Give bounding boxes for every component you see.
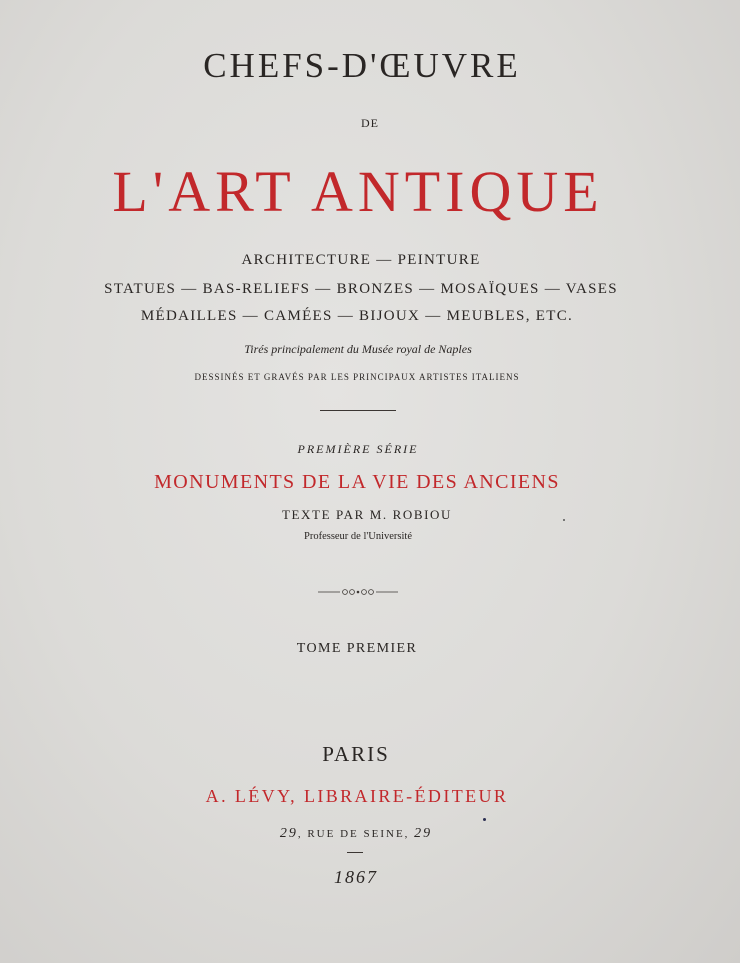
series-name: MONUMENTS DE LA VIE DES ANCIENS <box>154 471 560 493</box>
imprint-publisher: A. LÉVY, LIBRAIRE-ÉDITEUR <box>205 786 509 806</box>
subjects-line-3: MÉDAILLES — CAMÉES — BIJOUX — MEUBLES, ETC. <box>140 308 574 324</box>
author-line: TEXTE PAR M. ROBIOU <box>281 507 453 522</box>
author-title: Professeur de l'Université <box>303 531 413 542</box>
imprint-year: 1867 <box>334 867 378 887</box>
volume-label: TOME PREMIER <box>296 641 418 656</box>
address-number-2: 29 <box>414 826 433 841</box>
subjects-line-2: STATUES — BAS-RELIEFS — BRONZES — MOSAÏQUES — VASES <box>104 281 618 297</box>
series-label: PREMIÈRE SÉRIE <box>297 442 419 456</box>
source-note: Tirés principalement du Musée royal de Naples <box>244 342 472 356</box>
divider-rule <box>320 410 396 411</box>
title-connector: DE <box>361 116 379 130</box>
address-number-1: 29 <box>279 826 298 841</box>
engravers-note: DESSINÉS ET GRAVÉS PAR LES PRINCIPAUX ARTISTES ITALIENS <box>194 372 520 382</box>
short-rule <box>347 852 363 853</box>
imprint-city: PARIS <box>322 742 390 766</box>
title-line-1: CHEFS-D'ŒUVRE <box>203 46 521 85</box>
subjects-line-1: ARCHITECTURE — PEINTURE <box>241 252 481 268</box>
imprint-address <box>280 826 432 842</box>
ink-speck <box>483 818 486 821</box>
title-line-2: L'ART ANTIQUE <box>112 159 604 224</box>
ornament-flourish-icon <box>318 584 398 600</box>
address-street: , RUE DE SEINE, <box>297 828 415 840</box>
ink-speck <box>563 519 565 521</box>
